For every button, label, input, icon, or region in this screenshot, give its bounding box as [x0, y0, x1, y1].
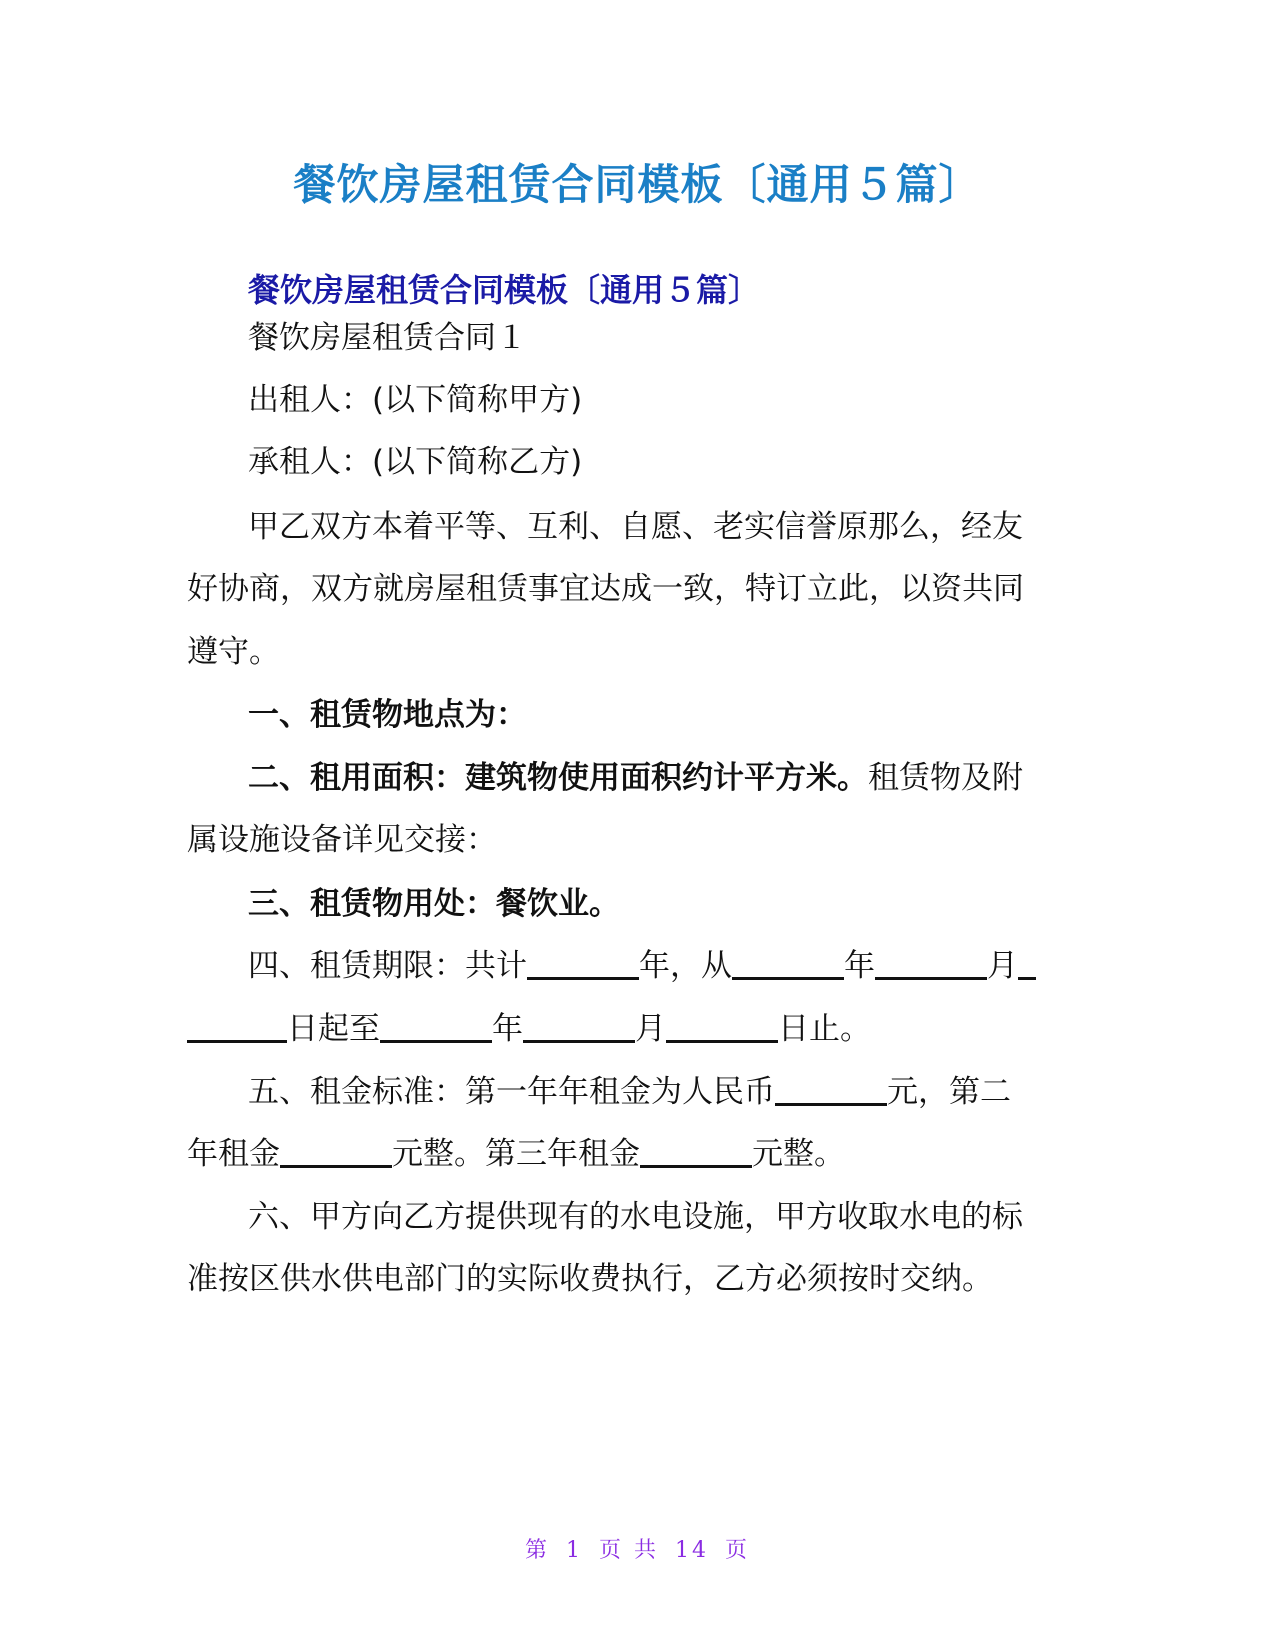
clause-4-text-d: 月: [987, 948, 1018, 984]
clause-4-text-b: 年，从: [639, 948, 732, 984]
clause-3: 三、租赁物用处：餐饮业。: [248, 886, 620, 922]
clause-4-text-h: 日止。: [778, 1011, 871, 1047]
footer-page-number: 1: [566, 1538, 583, 1563]
clause-4-text-a: 四、租赁期限：共计: [248, 948, 527, 984]
lessor-line: 出租人：(以下简称甲方): [248, 382, 583, 418]
page-footer: [0, 1533, 1275, 1564]
clause-4-line-1: [248, 946, 1036, 986]
clause-4-text-f: 年: [492, 1011, 523, 1047]
intro-paragraph-line-1: 甲乙双方本着平等、互利、自愿、老实信誉原那么，经友: [248, 509, 1023, 545]
blank-field: [527, 947, 639, 980]
footer-middle: 页 共: [599, 1538, 659, 1563]
clause-2-bold-text: 二、租用面积：建筑物使用面积约计平方米。: [248, 760, 868, 796]
blank-field: [732, 947, 844, 980]
clause-5-text-a: 五、租金标准：第一年年租金为人民币: [248, 1074, 775, 1110]
clause-6-line-1: 六、甲方向乙方提供现有的水电设施，甲方收取水电的标: [248, 1199, 1023, 1235]
intro-paragraph-line-2: 好协商，双方就房屋租赁事宜达成一致，特订立此，以资共同: [187, 571, 1024, 607]
contract-heading: 餐饮房屋租赁合同１: [248, 320, 527, 356]
clause-4-text-g: 月: [635, 1011, 666, 1047]
section-heading: 餐饮房屋租赁合同模板〔通用５篇〕: [248, 271, 761, 309]
clause-5-text-c: 年租金: [187, 1136, 280, 1172]
clause-1: 一、租赁物地点为：: [248, 697, 527, 733]
clause-4-text-e: 日起至: [287, 1011, 380, 1047]
blank-field: [280, 1135, 392, 1168]
clause-4-text-c: 年: [844, 948, 875, 984]
clause-5-text-b: 元，第二: [887, 1074, 1011, 1110]
blank-field: [640, 1135, 752, 1168]
lessee-line: 承租人：(以下简称乙方): [248, 444, 583, 480]
footer-prefix: 第: [524, 1538, 550, 1563]
footer-suffix: 页: [725, 1538, 751, 1563]
clause-6-line-2: 准按区供水供电部门的实际收费执行，乙方必须按时交纳。: [187, 1261, 993, 1297]
blank-field: [666, 1010, 778, 1043]
clause-5-text-e: 元整。: [752, 1136, 845, 1172]
clause-5-line-1: [248, 1072, 1011, 1112]
blank-field: [775, 1073, 887, 1106]
clause-4-line-2: [187, 1009, 871, 1049]
blank-field: [523, 1010, 635, 1043]
blank-field: [1018, 947, 1036, 980]
intro-paragraph-line-3: 遵守。: [187, 634, 280, 670]
blank-field: [380, 1010, 492, 1043]
clause-2-line-1: [248, 758, 1023, 798]
clause-5-line-2: [187, 1134, 845, 1174]
clause-2-line-2: 属设施设备详见交接：: [187, 822, 497, 858]
clause-2-rest-text: 租赁物及附: [868, 760, 1023, 796]
footer-total-pages: 14: [675, 1538, 709, 1563]
page-title: 餐饮房屋租赁合同模板〔通用５篇〕: [293, 160, 982, 209]
clause-5-text-d: 元整。第三年租金: [392, 1136, 640, 1172]
blank-field: [875, 947, 987, 980]
blank-field: [187, 1010, 287, 1043]
